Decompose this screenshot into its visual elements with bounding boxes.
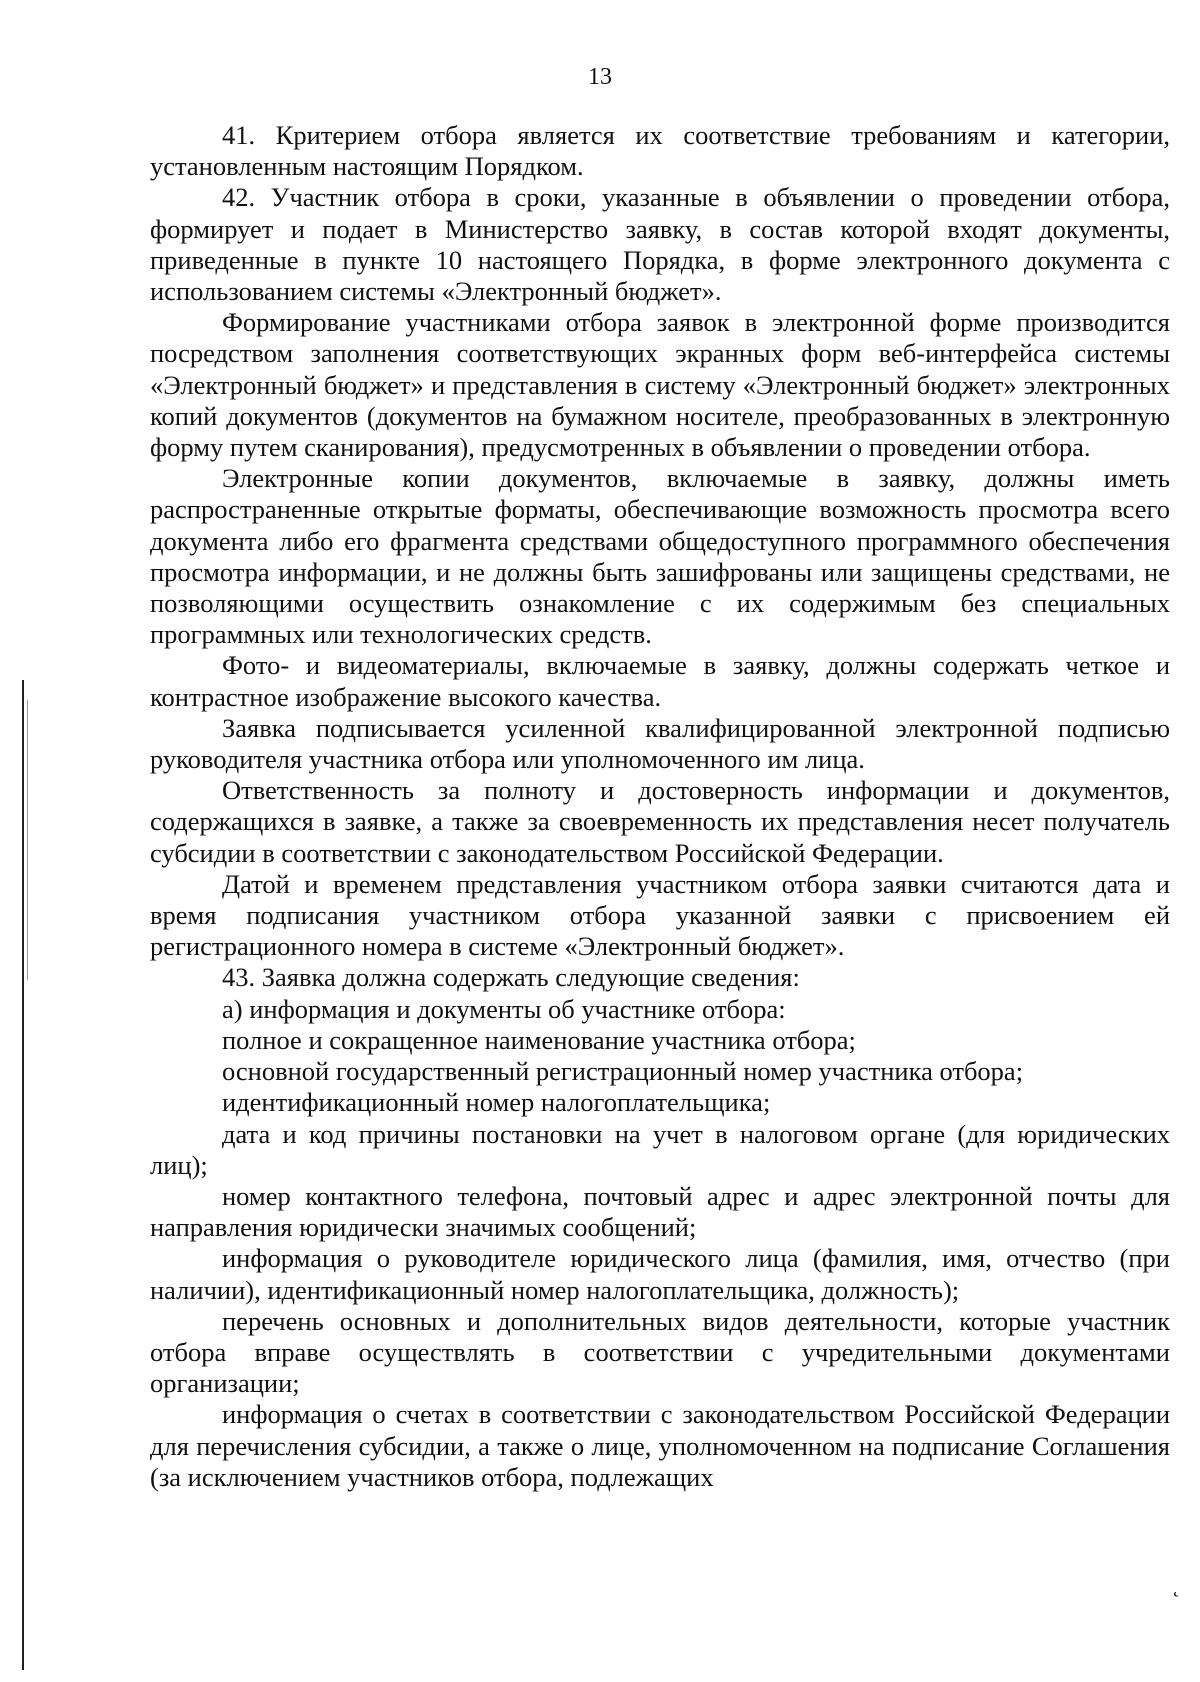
list-item-activities: перечень основных и дополнительных видов деятельности, которые участник отбора вправе осуществлять в соответствии с учредительными документами организации; bbox=[150, 1305, 1170, 1399]
scan-edge-line bbox=[22, 680, 24, 1670]
paragraph-42: 42. Участник отбора в сроки, указанные в объявлении о проведении отбора, формирует и подает в Министерство заявку, в состав которой входят документы, приведенные в пункте 10 настоящего Порядка, в форме электронного документа с использованием системы «Электронный бюджет». bbox=[150, 182, 1170, 307]
list-item-accounts: информация о счетах в соответствии с законодательством Российской Федерации для перечисления субсидии, а также о лице, уполномоченном на подписание Соглашения (за исключением участников отбора, подлежащих bbox=[150, 1399, 1170, 1492]
paragraph-41: 41. Критерием отбора является их соответствие требованиям и категории, установленным настоящим Порядком. bbox=[150, 120, 1170, 182]
scan-mark: ˛ bbox=[1172, 1572, 1180, 1597]
paragraph-responsibility: Ответственность за полноту и достоверность информации и документов, содержащихся в заявке, а также за своевременность их представления несет получатель субсидии в соответствии с законодательством Российской Федерации. bbox=[150, 775, 1170, 868]
paragraph-photo-video: Фото- и видеоматериалы, включаемые в заявку, должны содержать четкое и контрастное изображение высокого качества. bbox=[150, 650, 1170, 712]
list-item-ogrn: основной государственный регистрационный номер участника отбора; bbox=[222, 1056, 1024, 1087]
list-item-kpp: дата и код причины постановки на учет в налоговом органе (для юридических лиц); bbox=[150, 1118, 1170, 1180]
document-body bbox=[150, 120, 1170, 1493]
list-item-a: а) информация и документы об участнике отбора: bbox=[222, 993, 786, 1024]
paragraph-43: 43. Заявка должна содержать следующие сведения: bbox=[222, 962, 800, 993]
paragraph-forming: Формирование участниками отбора заявок в электронной форме производится посредством заполнения соответствующих экранных форм веб-интерфейса системы «Электронный бюджет» и представления в систему «Электронный бюджет» электронных копий документов (документов на бумажном носителе, преобразованных в электронную форму путем сканирования), предусмотренных в объявлении о проведении отбора. bbox=[150, 307, 1170, 463]
paragraph-signature: Заявка подписывается усиленной квалифицированной электронной подписью руководителя участника отбора или уполномоченного им лица. bbox=[150, 712, 1170, 775]
paragraph-date-time: Датой и временем представления участником отбора заявки считаются дата и время подписания участником отбора указанной заявки с присвоением ей регистрационного номера в системе «Электронный бюджет». bbox=[150, 868, 1170, 962]
list-item-inn: идентификационный номер налогоплательщика; bbox=[222, 1087, 771, 1118]
list-item-contacts: номер контактного телефона, почтовый адрес и адрес электронной почты для направления юридически значимых сообщений; bbox=[150, 1180, 1170, 1243]
paragraph-electronic-copies: Электронные копии документов, включаемые в заявку, должны иметь распространенные открытые форматы, обеспечивающие возможность просмотра всего документа либо его фрагмента средствами общедоступного программного обеспечения просмотра информации, и не должны быть зашифрованы или защищены средствами, не позволяющими осуществить ознакомление с их содержимым без специальных программных или технологических средств. bbox=[150, 463, 1170, 650]
list-item-director: информация о руководителе юридического лица (фамилия, имя, отчество (при наличии), идентификационный номер налогоплательщика, должность); bbox=[150, 1243, 1170, 1305]
page-number: 13 bbox=[588, 64, 612, 90]
list-item-name: полное и сокращенное наименование участника отбора; bbox=[222, 1024, 856, 1055]
scan-edge-line bbox=[27, 700, 28, 980]
